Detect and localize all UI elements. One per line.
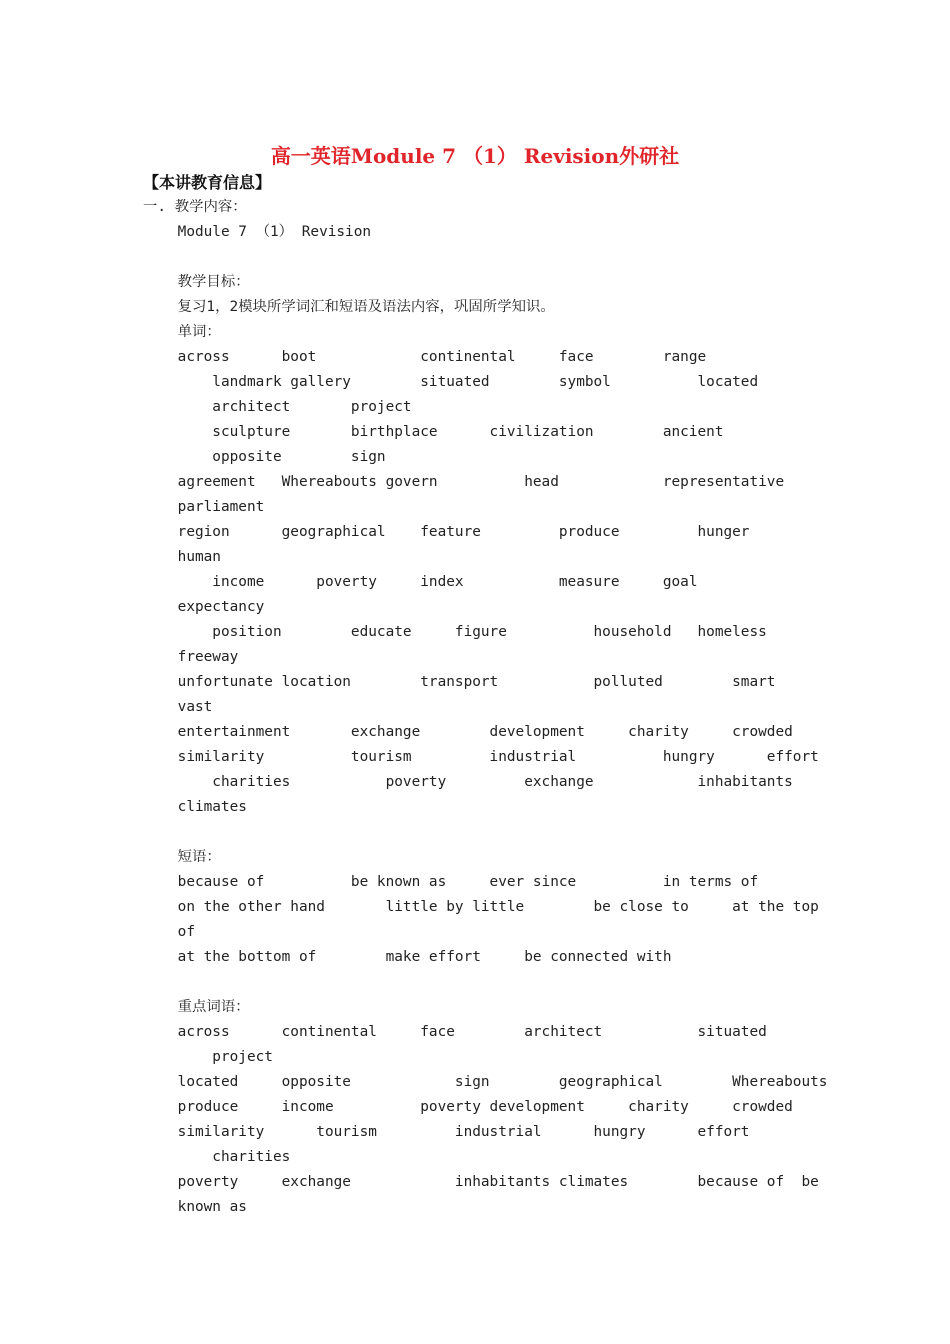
content-line: entertainment exchange development charity crowded: [143, 724, 793, 740]
content-line: freeway: [143, 649, 239, 665]
content-line: region geographical feature produce hunger: [143, 524, 750, 540]
content-line: landmark gallery situated symbol located: [143, 374, 759, 390]
content-line: expectancy: [143, 599, 265, 615]
content-line: because of be known as ever since in terms of: [143, 874, 759, 890]
content-line: agreement Whereabouts govern head representative: [143, 474, 785, 490]
content-line: human: [143, 549, 221, 565]
content-line: sculpture birthplace civilization ancient: [143, 424, 724, 440]
content-line: income poverty index measure goal: [143, 574, 698, 590]
content-line: Module 7 （1） Revision: [143, 224, 372, 240]
content-line: vast: [143, 699, 213, 715]
content-line: opposite sign: [143, 449, 386, 465]
content-line: of: [143, 924, 195, 940]
content-line: project: [143, 1049, 273, 1065]
content-line: charities: [143, 1149, 291, 1165]
content-line: produce income poverty development charity crowded: [143, 1099, 793, 1115]
content-line: across continental face architect situated: [143, 1024, 767, 1040]
content-line: 一. 教学内容：: [143, 199, 247, 215]
content-line: 短语：: [143, 849, 221, 865]
content-line: 重点词语：: [143, 999, 250, 1015]
content-line: climates: [143, 799, 247, 815]
content-line: located opposite sign geographical Whereabouts: [143, 1074, 828, 1090]
content-line: 教学目标：: [143, 274, 250, 290]
document-title: 高一英语Module 7 （1） Revision外研社: [270, 144, 680, 168]
content-line: 单词：: [143, 324, 221, 340]
section-header: 【本讲教育信息】: [143, 173, 272, 192]
content-line: known as: [143, 1199, 247, 1215]
content-line: similarity tourism industrial hungry effort: [143, 1124, 750, 1140]
content-line: architect project: [143, 399, 412, 415]
content-line: unfortunate location transport polluted smart: [143, 674, 776, 690]
content-line: at the bottom of make effort be connected with: [143, 949, 672, 965]
content-line: poverty exchange inhabitants climates because of be: [143, 1174, 819, 1190]
content-line: 复习1，2模块所学词汇和短语及语法内容，巩固所学知识。: [143, 299, 555, 315]
content-line: charities poverty exchange inhabitants: [143, 774, 793, 790]
content-line: on the other hand little by little be close to at the top: [143, 899, 819, 915]
content-line: similarity tourism industrial hungry effort: [143, 749, 819, 765]
content-line: across boot continental face range: [143, 349, 707, 365]
content-line: parliament: [143, 499, 265, 515]
content-line: position educate figure household homeless: [143, 624, 767, 640]
